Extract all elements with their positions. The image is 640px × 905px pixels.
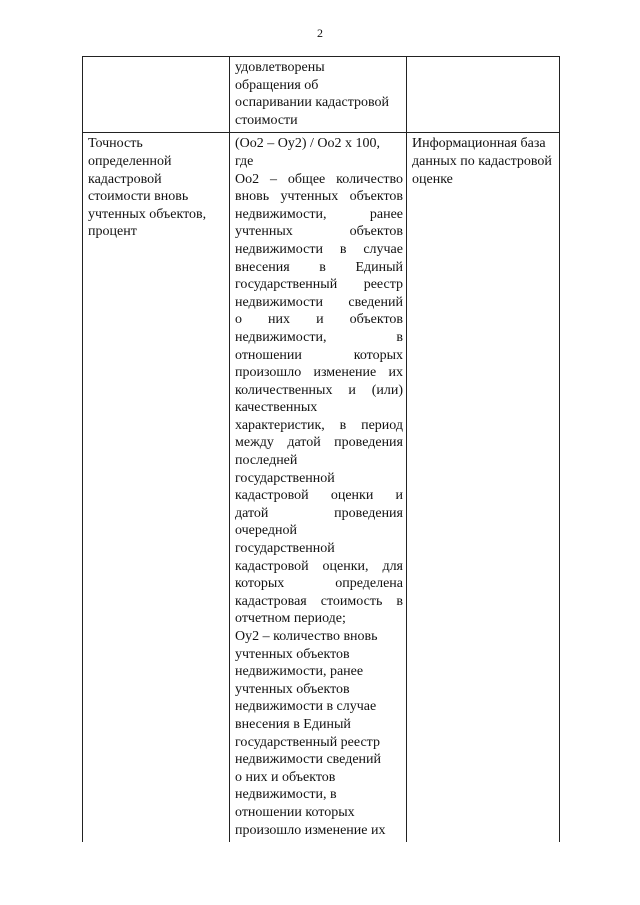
cell-formula xyxy=(230,133,407,842)
text-line: данных по кадастровой xyxy=(412,153,552,169)
text-line: учтенных объектов xyxy=(235,681,350,697)
text-line: вновь учтенных объектов xyxy=(235,189,403,205)
text-line: государственный реестр xyxy=(235,734,380,750)
text-line: внесения в Единый xyxy=(235,259,403,275)
text-line: очередной xyxy=(235,523,298,539)
cell-source xyxy=(407,57,560,133)
text-line: последней xyxy=(235,453,298,469)
text-line: о них и объектов xyxy=(235,769,336,785)
text-line: отношении которых xyxy=(235,804,355,820)
text-line: отчетном периоде; xyxy=(235,611,346,627)
text-line: недвижимости, в xyxy=(235,329,403,345)
text-line: учтенных объектов, xyxy=(88,206,207,222)
text-line: государственной xyxy=(235,470,335,486)
text-line: о них и объектов xyxy=(235,312,403,328)
text-line: кадастровой оценки, для xyxy=(235,558,403,574)
text-line: недвижимости в случае xyxy=(235,699,377,715)
table-row xyxy=(83,57,560,133)
text-line: кадастровой оценки и xyxy=(235,488,403,504)
text-line: датой проведения xyxy=(235,505,403,521)
text-line: недвижимости, ранее xyxy=(235,206,403,222)
text-line: Oy2 – количество вновь xyxy=(235,629,378,644)
cell-indicator xyxy=(83,133,230,842)
text-line: произошло изменение их xyxy=(235,822,386,838)
text-line: стоимости xyxy=(235,112,298,128)
text-line: недвижимости сведений xyxy=(235,294,403,310)
text-line: Информационная база xyxy=(412,136,546,152)
text-line: произошло изменение их xyxy=(235,365,403,381)
text-line: недвижимости, в xyxy=(235,787,337,803)
text-line: государственный реестр xyxy=(235,277,403,293)
text-line: отношении которых xyxy=(235,347,403,363)
text-line: качественных xyxy=(235,400,318,416)
text-line: между датой проведения xyxy=(235,435,403,451)
text-line: государственной xyxy=(235,541,335,557)
text-line: кадастровой xyxy=(88,171,162,187)
cell-formula xyxy=(230,57,407,133)
text-line: недвижимости в случае xyxy=(235,241,403,257)
text-line: оспаривании кадастровой xyxy=(235,95,390,111)
text-line: учтенных объектов xyxy=(235,224,403,240)
text-line: оценке xyxy=(412,171,453,187)
text-line: стоимости вновь xyxy=(88,189,189,205)
text-line: обращения об xyxy=(235,77,319,93)
text-line: недвижимости сведений xyxy=(235,752,382,768)
text-line: внесения в Единый xyxy=(235,716,351,732)
text-line: Точность xyxy=(88,136,143,152)
text-line: недвижимости, ранее xyxy=(235,664,364,680)
text-line: количественных и (или) xyxy=(235,382,403,398)
text-line: которых определена xyxy=(235,576,403,592)
text-line: определенной xyxy=(88,153,172,169)
text-line: характеристик, в период xyxy=(235,417,403,433)
text-line: Oo2 – общее количество xyxy=(235,171,403,187)
page-number: 2 xyxy=(317,26,323,40)
table-row xyxy=(83,133,560,842)
cell-indicator xyxy=(83,57,230,133)
cell-source xyxy=(407,133,560,842)
text-line: где xyxy=(235,153,254,169)
text-line: (Oo2 – Oy2) / Oo2 x 100, xyxy=(235,136,381,152)
text-line: процент xyxy=(88,224,137,240)
text-line: удовлетворены xyxy=(235,60,325,75)
text-line: учтенных объектов xyxy=(235,646,350,662)
indicator-table xyxy=(82,56,560,842)
text-line: кадастровая стоимость в xyxy=(235,593,403,609)
